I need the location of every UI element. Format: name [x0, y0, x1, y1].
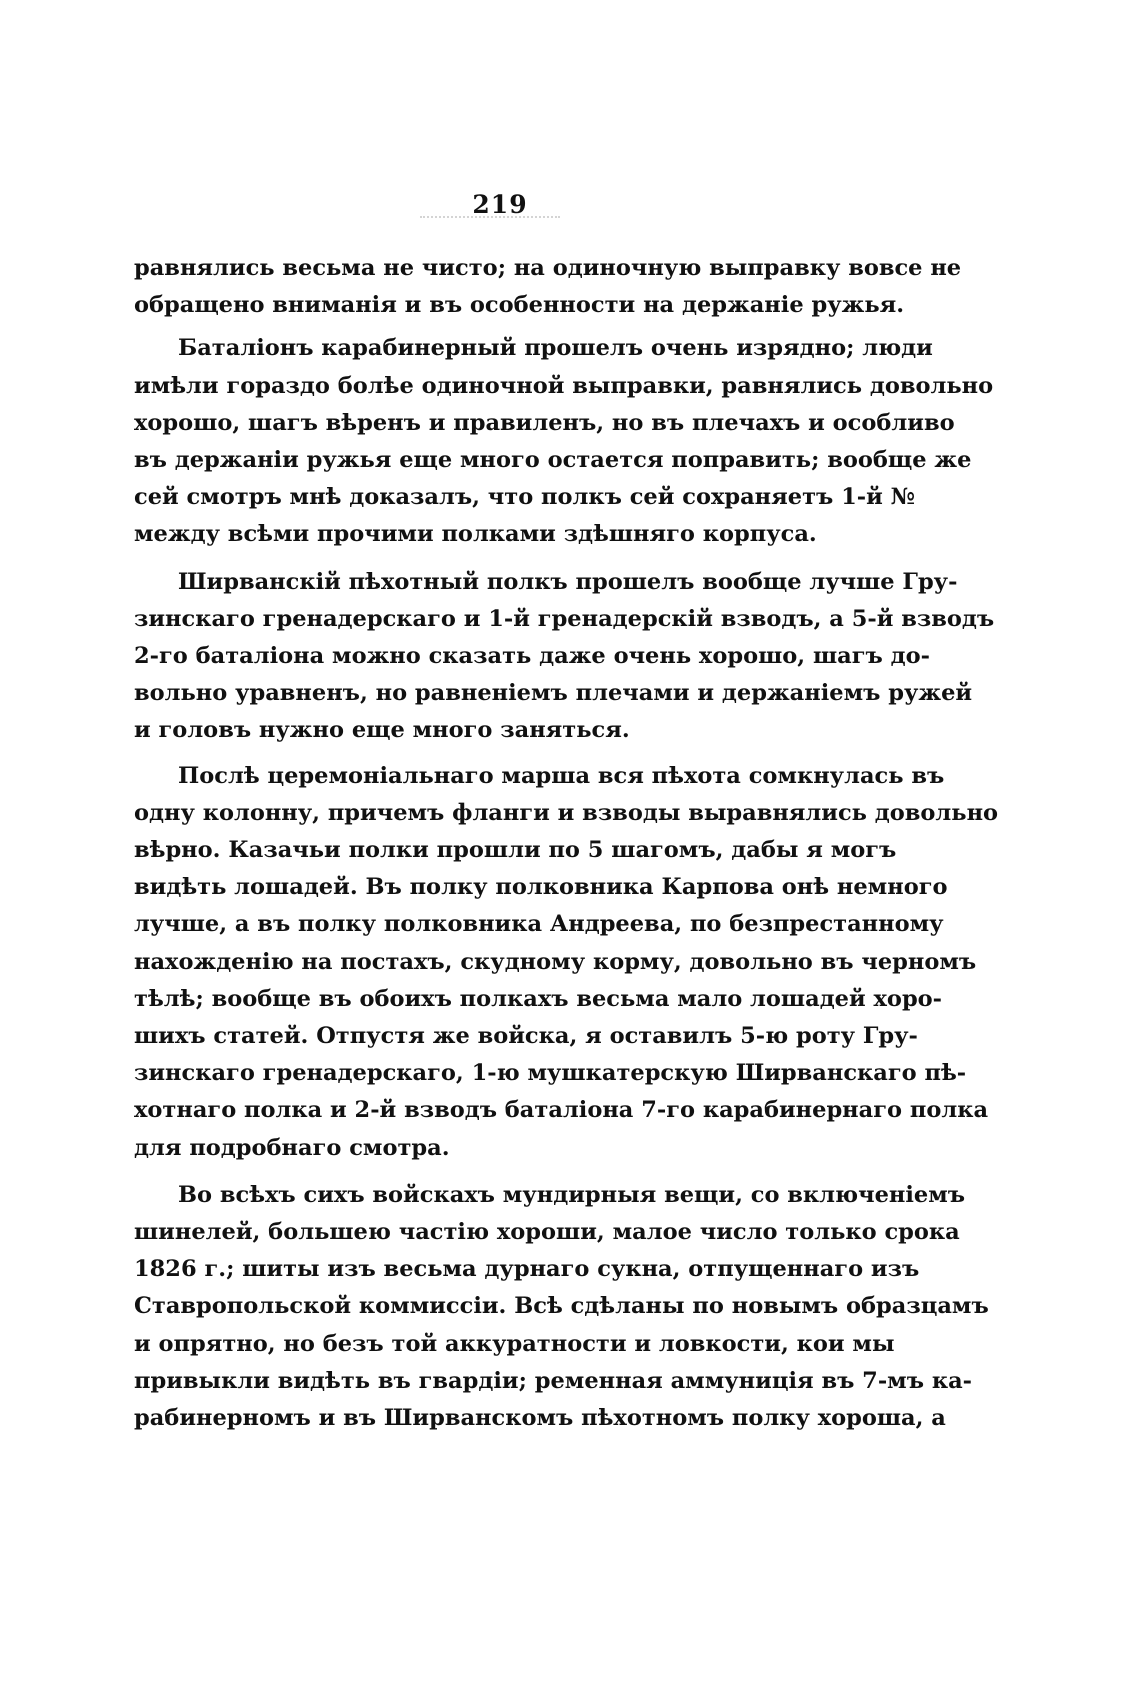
body-text: [134, 250, 999, 1437]
text-line: равнялись весьма не чисто; на одиночную выправку вовсе не: [134, 255, 962, 281]
paragraph-2: [134, 330, 994, 553]
text-line: между всѣми прочими полками здѣшняго корпуса.: [134, 521, 817, 548]
paragraph-1: [134, 250, 962, 324]
scan-artifact-dots: [420, 216, 560, 226]
text-line: сей смотръ мнѣ доказалъ, что полкъ сей сохраняетъ 1-й №: [134, 484, 916, 511]
text-line: рабинерномъ и въ Ширванскомъ пѣхотномъ полку хороша, а: [134, 1405, 946, 1432]
text-line: обращено вниманія и въ особенности на держаніе ружья.: [134, 292, 905, 319]
text-line: шинелей, большею частію хороши, малое число только срока: [134, 1219, 960, 1246]
text-line: Баталіонъ карабинерный прошелъ очень изрядно; люди: [178, 335, 933, 362]
text-line: вольно уравненъ, но равненіемъ плечами и держаніемъ ружей: [134, 680, 973, 707]
text-line: вѣрно. Казачьи полки прошли по 5 шагомъ, дабы я могъ: [134, 837, 897, 864]
text-line: Послѣ церемоніальнаго марша вся пѣхота сомкнулась въ: [178, 762, 945, 789]
text-line: для подробнаго смотра.: [134, 1134, 450, 1161]
text-line: Ставропольской коммиссіи. Всѣ сдѣланы по новымъ образцамъ: [134, 1293, 989, 1320]
text-line: видѣть лошадей. Въ полку полковника Карпова онѣ немного: [134, 874, 948, 901]
text-line: одну колонну, причемъ фланги и взводы выравнялись довольно: [134, 799, 999, 826]
text-line: и головъ нужно еще много заняться.: [134, 717, 630, 744]
text-line: нахожденію на постахъ, скудному корму, довольно въ черномъ: [134, 948, 977, 975]
page-number: 219: [472, 190, 528, 219]
text-line: Ширванскій пѣхотный полкъ прошелъ вообще лучше Гру-: [178, 568, 958, 595]
text-line: 1826 г.; шиты изъ весьма дурнаго сукна, отпущеннаго изъ: [134, 1256, 920, 1283]
text-line: хорошо, шагъ вѣренъ и правиленъ, но въ плечахъ и особливо: [134, 409, 955, 436]
text-line: въ держаніи ружья еще много остается поправить; вообще же: [134, 447, 972, 474]
text-line: Во всѣхъ сихъ войскахъ мундирныя вещи, со включеніемъ: [178, 1181, 966, 1208]
paragraph-5: [134, 1177, 989, 1437]
text-line: хотнаго полка и 2-й взводъ баталіона 7-го карабинернаго полка: [134, 1097, 989, 1124]
text-line: привыкли видѣть въ гвардіи; ременная аммуниція въ 7-мъ ка-: [134, 1367, 972, 1394]
paragraph-4: [134, 758, 999, 1167]
text-line: лучше, а въ полку полковника Андреева, по безпрестанному: [134, 911, 944, 938]
text-line: шихъ статей. Отпустя же войска, я оставилъ 5-ю роту Гру-: [134, 1023, 918, 1050]
text-line: 2-го баталіона можно сказать даже очень хорошо, шагъ до-: [134, 643, 930, 670]
paragraph-3: [134, 564, 995, 750]
text-line: зинскаго гренадерскаго и 1-й гренадерскій взводъ, а 5-й взводъ: [134, 605, 995, 632]
text-line: имѣли гораздо болѣе одиночной выправки, равнялись довольно: [134, 372, 994, 399]
text-line: и опрятно, но безъ той аккуратности и ловкости, кои мы: [134, 1330, 895, 1357]
text-line: зинскаго гренадерскаго, 1-ю мушкатерскую Ширванскаго пѣ-: [134, 1060, 967, 1087]
text-line: тѣлѣ; вообще въ обоихъ полкахъ весьма мало лошадей хоро-: [134, 985, 943, 1012]
